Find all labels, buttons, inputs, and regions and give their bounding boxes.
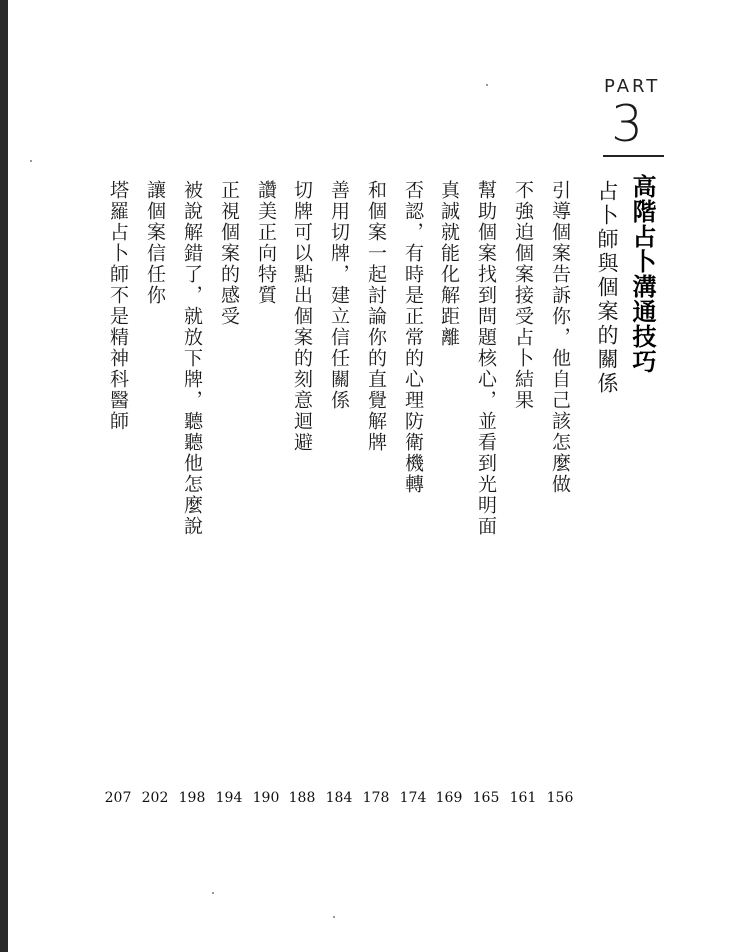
toc-entry-title[interactable]: 不強迫個案接受占卜結果	[512, 180, 534, 411]
scan-speck	[486, 84, 488, 86]
part-label: PART	[604, 76, 661, 97]
toc-entry-title[interactable]: 被說解錯了，就放下牌，聽聽他怎麼說	[181, 180, 203, 537]
toc-page-number[interactable]: 165	[472, 790, 500, 806]
part-divider	[603, 155, 664, 157]
toc-page-number[interactable]: 198	[178, 790, 206, 806]
toc-entry-title[interactable]: 幫助個案找到問題核心，並看到光明面	[475, 180, 497, 537]
toc-page-number[interactable]: 156	[546, 790, 574, 806]
toc-page-number[interactable]: 207	[104, 790, 132, 806]
toc-page-number[interactable]: 178	[362, 790, 390, 806]
toc-entry-title[interactable]: 正視個案的感受	[218, 180, 240, 327]
toc-entry-title[interactable]: 和個案一起討論你的直覺解牌	[365, 180, 387, 453]
toc-page-number[interactable]: 188	[288, 790, 316, 806]
toc-page-number[interactable]: 202	[141, 790, 169, 806]
part-number: 3	[611, 95, 643, 153]
scan-speck	[30, 160, 32, 162]
toc-entry-title[interactable]: 真誠就能化解距離	[438, 180, 460, 348]
scan-speck	[212, 892, 214, 894]
toc-entry-title[interactable]: 讚美正向特質	[255, 180, 277, 306]
toc-entry-title[interactable]: 引導個案告訴你，他自己該怎麼做	[549, 180, 571, 495]
toc-entry-title[interactable]: 切牌可以點出個案的刻意迴避	[291, 180, 313, 453]
toc-page-number[interactable]: 169	[435, 790, 463, 806]
toc-page-number[interactable]: 174	[399, 790, 427, 806]
toc-entry-title[interactable]: 讓個案信任你	[144, 180, 166, 306]
toc-page-number[interactable]: 190	[252, 790, 280, 806]
scan-speck	[333, 916, 335, 918]
section-subtitle: 占卜師與個案的關係	[595, 180, 619, 396]
page-edge-shadow	[0, 0, 8, 952]
toc-page-number[interactable]: 161	[509, 790, 537, 806]
toc-page-number[interactable]: 194	[215, 790, 243, 806]
toc-entry-title[interactable]: 塔羅占卜師不是精神科醫師	[107, 180, 129, 432]
toc-entry-title[interactable]: 善用切牌，建立信任關係	[328, 180, 350, 411]
toc-entry-title[interactable]: 否認，有時是正常的心理防衛機轉	[402, 180, 424, 495]
section-title: 高階占卜溝通技巧	[628, 174, 656, 374]
toc-page-number[interactable]: 184	[325, 790, 353, 806]
